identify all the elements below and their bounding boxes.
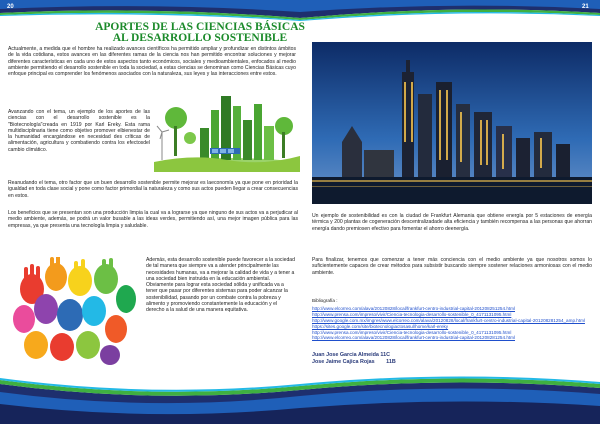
society-paragraph: Además, esta desarrollo sostenible puede favorecer a la sociedad de tal manera que siempre va a atender principalmente las necesidades humanas, va a mejorar la calidad de vida y a tener a una sociedad bien instruida en la educación ambiental. Obviamente para lograr esta sociedad sólida y unificada va a tener que pasar por diferentes sistemas para poder alcanzar la sostenibilidad, pasando por un combate contra la pobreza y alimento y promoviendo constantemente la educación y el derecho a la salud de una manera equitativa. — [146, 257, 295, 314]
colorful-hands-illustration — [10, 257, 138, 365]
bibliography-label: Bibliografía : — [312, 298, 338, 303]
article-title-line-1: APORTES DE LAS CIENCIAS BÁSICAS — [95, 21, 305, 33]
author-name: Jose Jaime Cajica Rojas — [312, 359, 375, 365]
closing-paragraph: Para finalizar, tenemos que comenzar a tener más conciencia con el medio ambiente ya que nosotros somos lo suficientemente capaces de crear métodos para subsistir buscando siempre sostener relaciones armoniosas con el medio ambiente. — [312, 257, 592, 276]
biotech-paragraph: Avanzando con el tema, un ejemplo de los aportes de las ciencias con el desarrollo sostenible es la "Biotecnología"creada en 1919 por Karl Ereky. Esta rama multidisciplinaria tiene como objetivo promover elbienestar de la humanidad encargándose en necesidad des críticas de alimentación, agricultura y combatiendo contra los efectosdel cambio climático. — [8, 109, 150, 153]
author-line — [312, 359, 396, 365]
author-name: Juan Jose Garcia Almeida — [312, 352, 379, 358]
page-number-left: 20 — [7, 4, 14, 10]
benefits-paragraph: Los beneficios que se presentan son una producción limpia la cual va a lograrse ya que ninguno de sus actos va a perjudicar al medio ambiente, además, se podrá un valor busable a las ideas verdes, permitiendo así, una mejor imagen pública para las empresas, ya que presenta una tecnología limpia y saludable. — [8, 210, 298, 229]
frankfurt-paragraph: Un ejemplo de sostenibilidad es con la ciudad de Frankfurt Alemania que obtiene energía por 5 estaciones de energía térmica y 200 plantas de cogeneración descentralizadade alta eficiencia y también recompensa a las personas que ahorran energía dando premiosen efectivo para fomentar el ahorro deenergía. — [312, 213, 592, 232]
page-number-right: 21 — [582, 4, 589, 10]
author-grade: 11C — [380, 352, 391, 358]
green-city-illustration — [154, 86, 300, 172]
bibliography-link[interactable]: http://www.prensa.com/impreso/vivir/Ciencia-tecnologia-desarrollo-sostenible_0_4171131095.html — [312, 329, 512, 335]
bibliography-link[interactable]: http://www.elcorreo.com/alava/20120828/local/frankfurt-centro-industrial-capital-201208281254.html — [312, 335, 516, 341]
author-line — [312, 352, 390, 358]
bibliography-link[interactable]: https://sites.google.com/site/biotecnologiactosasul/home/karl-ereky — [312, 323, 449, 329]
article-title-line-2: AL DESARROLLO SOSTENIBLE — [112, 32, 288, 44]
intro-paragraph: Actualmente, a medida que el hombre ha realizado avances científicos ha permitido ampliar y profundizar en distintos ámbitos de la vida cotidiana, estos avances en las diferentes ramas de la ciencia nos han permitido encontrar soluciones y mejorar diferentes características en cada uno de estos aspectos tanto económicos, sociales y medioambientales, enfocados al medio ambiente permitiendo el desarrollo sostenible en toda la sociedad, a estas ciencias se denominan como Ciencias Básicas cuyo enfoque principal es comprender los fenómenos asociados con la naturaleza, sus leyes y las interacciones entre estos. — [8, 46, 296, 78]
bibliography-link[interactable]: http://www.elcorreo.com/alava/20120828/local/frankfurt-centro-industrial-capital-201208251254.html — [312, 305, 516, 311]
author-grade: 11B — [386, 359, 396, 365]
frankfurt-skyline-photo — [312, 42, 592, 204]
bibliography-link[interactable]: http://www.prensa.com/impreso/vivir/Ciencia-tecnologia-desarrollo-sostenible_0_4171131095.html — [312, 311, 512, 317]
growth-paragraph: Reanudando el tema, otro factor que un buen desarrollo sostenible permite mejorar es laeconomía ya que pone en prioridad la igualdad en toda clase social y pone como factor primordial la naturaleza y como sus actos pueden llegar a crear consecuencias en estos. — [8, 180, 298, 199]
bibliography — [312, 298, 592, 341]
bibliography-link[interactable]: http://www.google.com.mx/imgres/www.elcorreo.com/alava/20120828/local/frankfurt-centro-industrial-capital-201208281254_amp.html — [312, 317, 585, 323]
bottom-wave-banner — [0, 374, 600, 424]
